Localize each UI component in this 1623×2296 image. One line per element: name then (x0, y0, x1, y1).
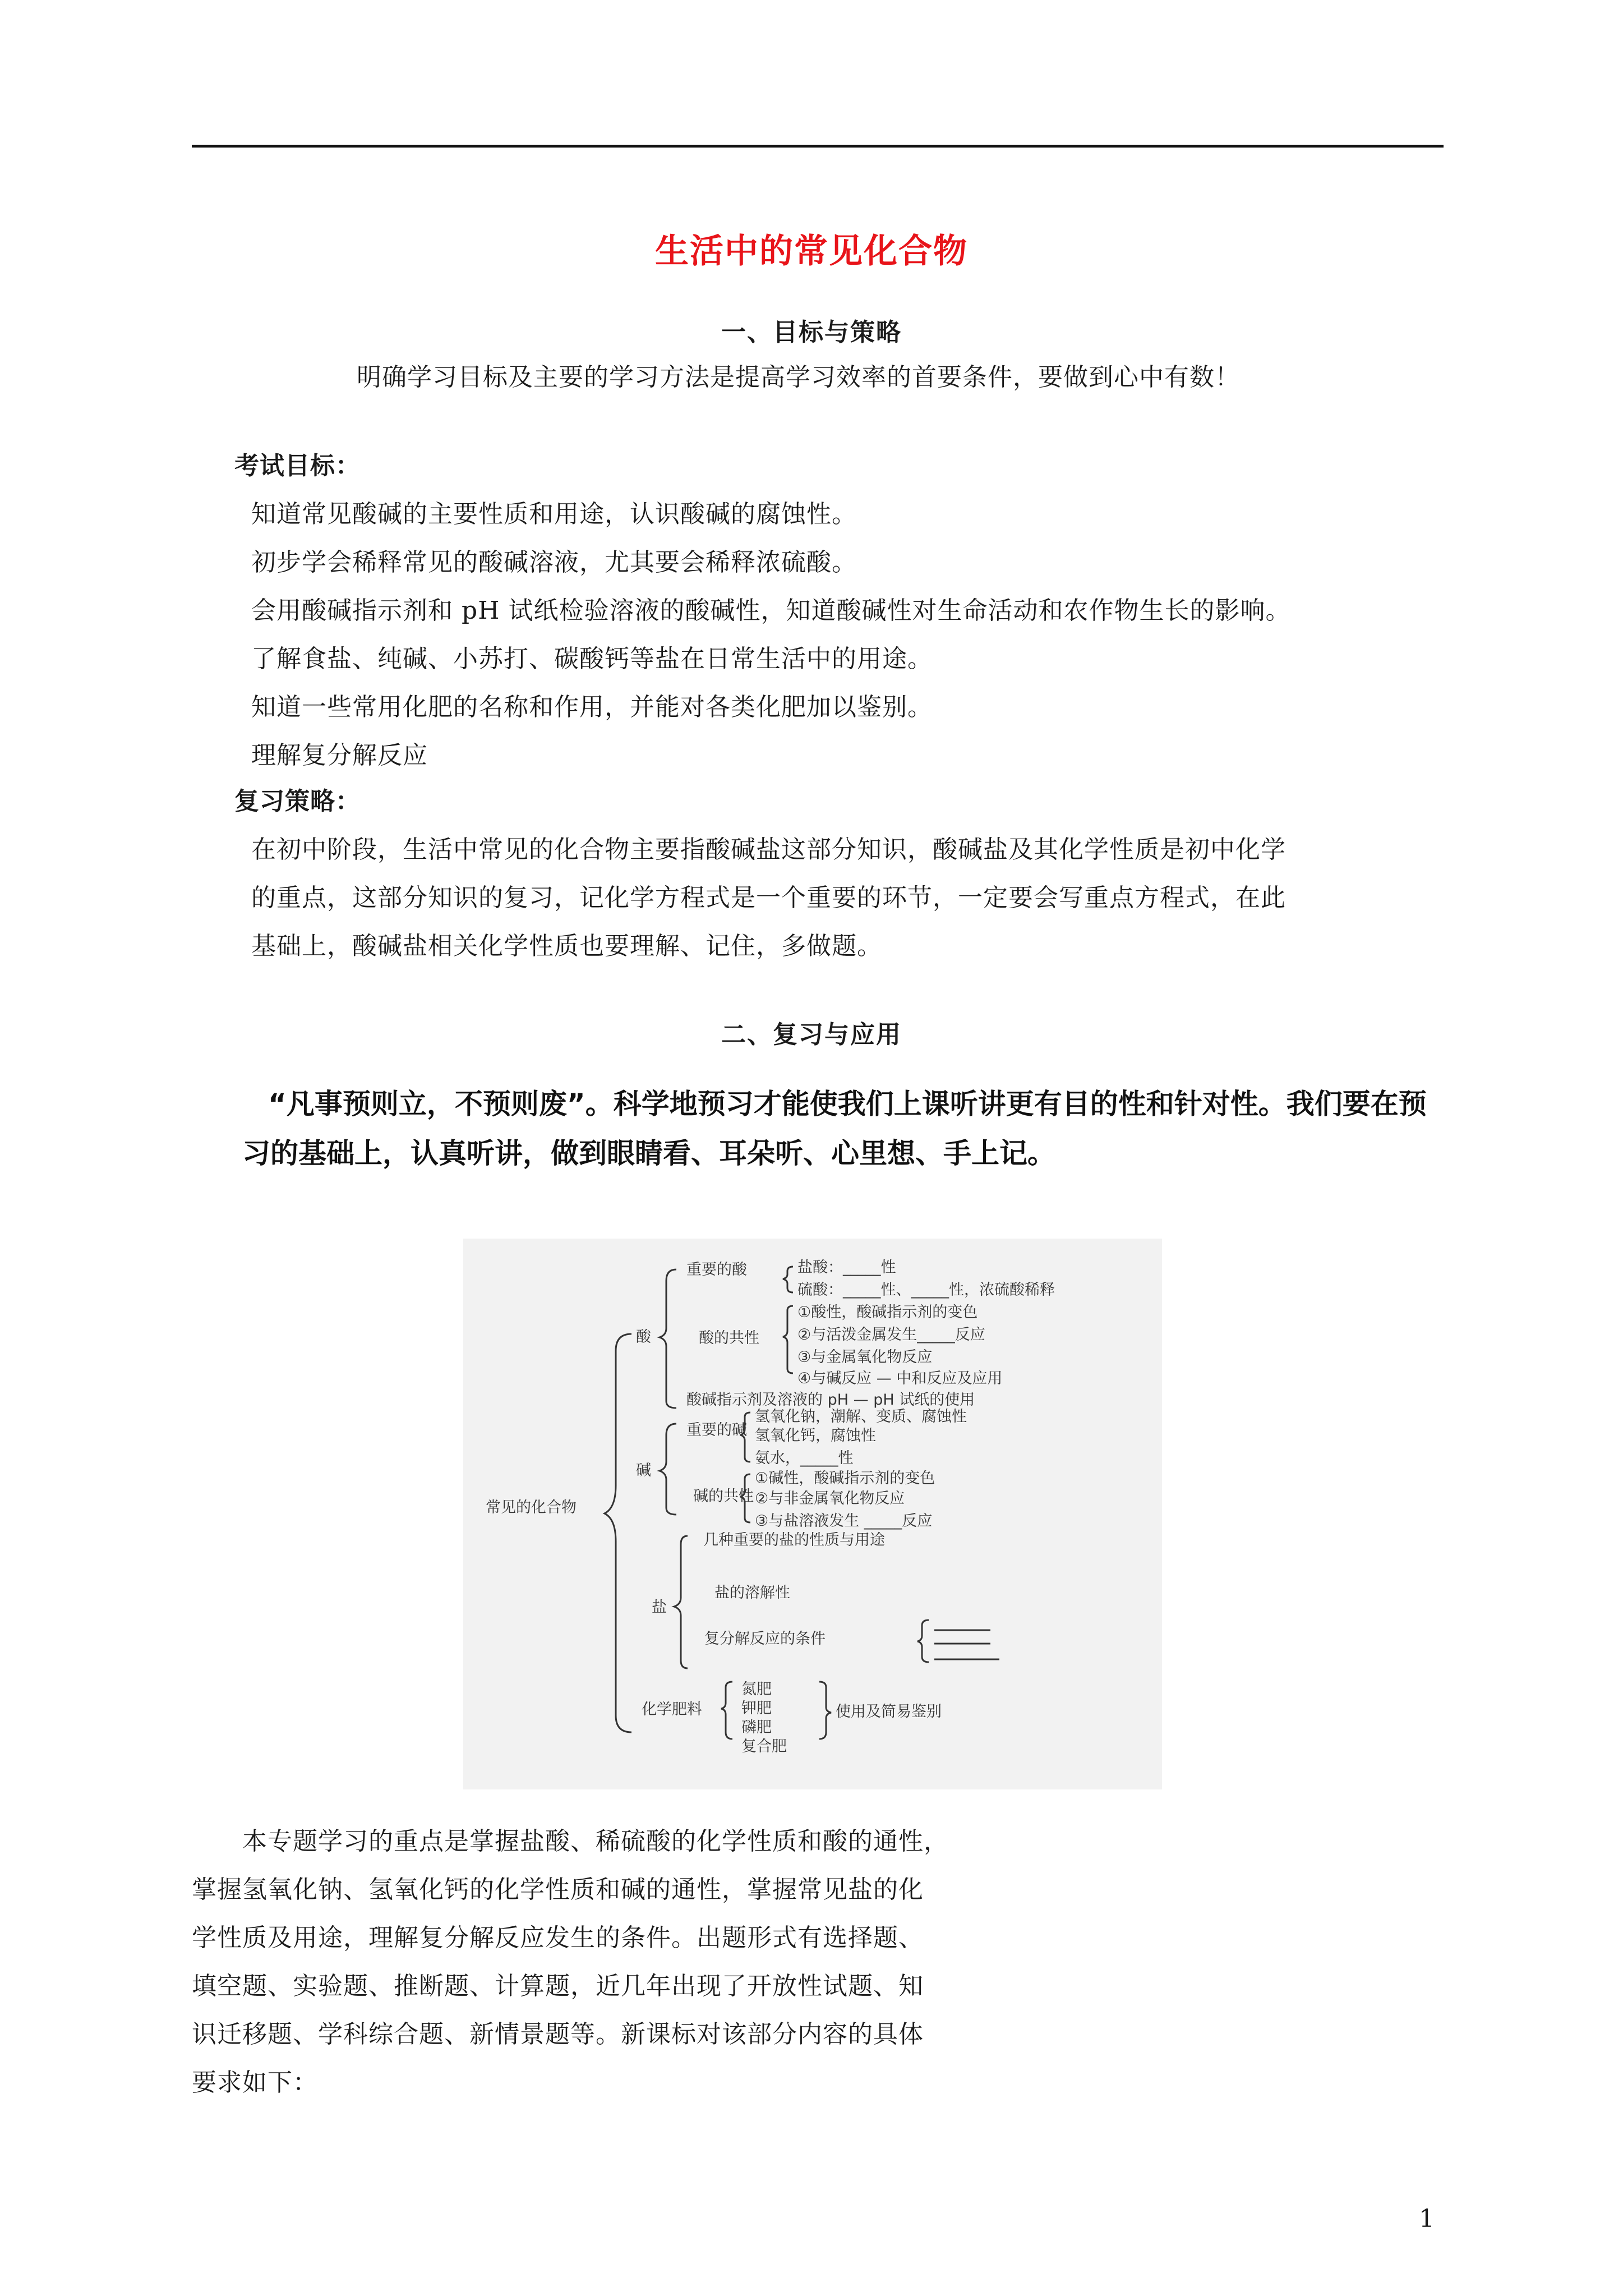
concept-map-svg (463, 1239, 1162, 1789)
strategy-line: 基础上，酸碱盐相关化学性质也要理解、记住，多做题。 (251, 932, 882, 960)
diagram-salt-label: 盐 (652, 1599, 667, 1616)
diagram-base-prop: ②与非金属氧化物反应 (755, 1490, 905, 1507)
diagram-base-item: 氨水，_____性 (755, 1450, 854, 1467)
diagram-acid-prop: ①酸性，酸碱指示剂的变色 (797, 1304, 978, 1321)
strategy-line: 的重点，这部分知识的复习，记化学方程式是一个重要的环节，一定要会写重点方程式，在此 (251, 884, 1286, 912)
summary-line: 要求如下： (192, 2068, 318, 2097)
diagram-indicator: 酸碱指示剂及溶液的 pH — pH 试纸的使用 (686, 1391, 975, 1409)
diagram-acid-prop: ③与金属氧化物反应 (797, 1349, 933, 1366)
diagram-salt-item: 几种重要的盐的性质与用途 (703, 1531, 885, 1549)
strategy-label: 复习策略： (234, 787, 361, 816)
strategy-line: 在初中阶段，生活中常见的化合物主要指酸碱盐这部分知识，酸碱盐及其化学性质是初中化学 (251, 835, 1286, 864)
concept-map-diagram (463, 1239, 1162, 1789)
diagram-fertilizer-use: 使用及简易鉴别 (836, 1703, 942, 1720)
diagram-base-label: 碱 (636, 1462, 651, 1479)
summary-line: 填空题、实验题、推断题、计算题，近几年出现了开放性试题、知 (192, 1972, 924, 2000)
diagram-acid-prop: ④与碱反应 — 中和反应及应用 (797, 1370, 1003, 1387)
diagram-fertilizer-item: 复合肥 (741, 1738, 787, 1755)
exam-goal-item: 会用酸碱指示剂和 pH 试纸检验溶液的酸碱性，知道酸碱性对生命活动和农作物生长的影响。 (251, 596, 1291, 625)
diagram-base-common: 碱的共性 (693, 1488, 754, 1505)
quote-line: 习的基础上，认真听讲，做到眼睛看、耳朵听、心里想、手上记。 (242, 1137, 1055, 1170)
diagram-root-label: 常见的化合物 (486, 1499, 577, 1516)
summary-line: 本专题学习的重点是掌握盐酸、稀硫酸的化学性质和酸的通性， (242, 1827, 949, 1856)
diagram-fertilizer-item: 氮肥 (741, 1681, 772, 1698)
diagram-fertilizer-label: 化学肥料 (642, 1701, 702, 1718)
diagram-salt-item: 盐的溶解性 (714, 1584, 790, 1602)
diagram-important-acid: 重要的酸 (686, 1261, 747, 1278)
diagram-base-item: 氢氧化钙，腐蚀性 (755, 1427, 876, 1444)
summary-line: 掌握氢氧化钠、氢氧化钙的化学性质和碱的通性，掌握常见盐的化 (192, 1875, 924, 1904)
diagram-acid-prop: ②与活泼金属发生_____反应 (797, 1326, 985, 1343)
diagram-acid-common: 酸的共性 (699, 1329, 759, 1347)
summary-line: 识迁移题、学科综合题、新情景题等。新课标对该部分内容的具体 (192, 2020, 924, 2049)
exam-goal-item: 知道一些常用化肥的名称和作用，并能对各类化肥加以鉴别。 (251, 693, 933, 721)
exam-goal-item: 了解食盐、纯碱、小苏打、碳酸钙等盐在日常生活中的用途。 (251, 645, 933, 673)
diagram-base-prop: ③与盐溶液发生 _____反应 (755, 1512, 933, 1530)
exam-goal-item: 理解复分解反应 (251, 741, 428, 770)
section2-heading: 二、复习与应用 (721, 1020, 902, 1049)
diagram-acid-label: 酸 (636, 1328, 651, 1346)
section1-heading: 一、目标与策略 (721, 318, 902, 347)
quote-line: “凡事预则立，不预则废”。科学地预习才能使我们上课听讲更有目的性和针对性。我们要在预 (268, 1088, 1427, 1120)
diagram-hcl: 盐酸：_____性 (797, 1259, 896, 1276)
document-title: 生活中的常见化合物 (655, 232, 968, 271)
diagram-fertilizer-item: 钾肥 (741, 1700, 772, 1717)
header-rule (192, 145, 1444, 148)
diagram-salt-item: 复分解反应的条件 (704, 1630, 826, 1648)
diagram-important-base: 重要的碱 (686, 1421, 747, 1439)
summary-line: 学性质及用途，理解复分解反应发生的条件。出题形式有选择题、 (192, 1924, 924, 1952)
diagram-base-prop: ①碱性，酸碱指示剂的变色 (755, 1470, 935, 1487)
exam-goal-item: 初步学会稀释常见的酸碱溶液，尤其要会稀释浓硫酸。 (251, 548, 857, 577)
page-number: 1 (1419, 2205, 1435, 2233)
diagram-fertilizer-item: 磷肥 (741, 1719, 772, 1736)
diagram-h2so4: 硫酸：_____性、_____性，浓硫酸稀释 (797, 1281, 1055, 1299)
exam-goals-label: 考试目标： (234, 452, 361, 480)
diagram-base-item: 氢氧化钠，潮解、变质、腐蚀性 (755, 1408, 967, 1425)
exam-goal-item: 知道常见酸碱的主要性质和用途，认识酸碱的腐蚀性。 (251, 500, 857, 528)
section1-intro: 明确学习目标及主要的学习方法是提高学习效率的首要条件，要做到心中有数！ (357, 363, 1240, 392)
